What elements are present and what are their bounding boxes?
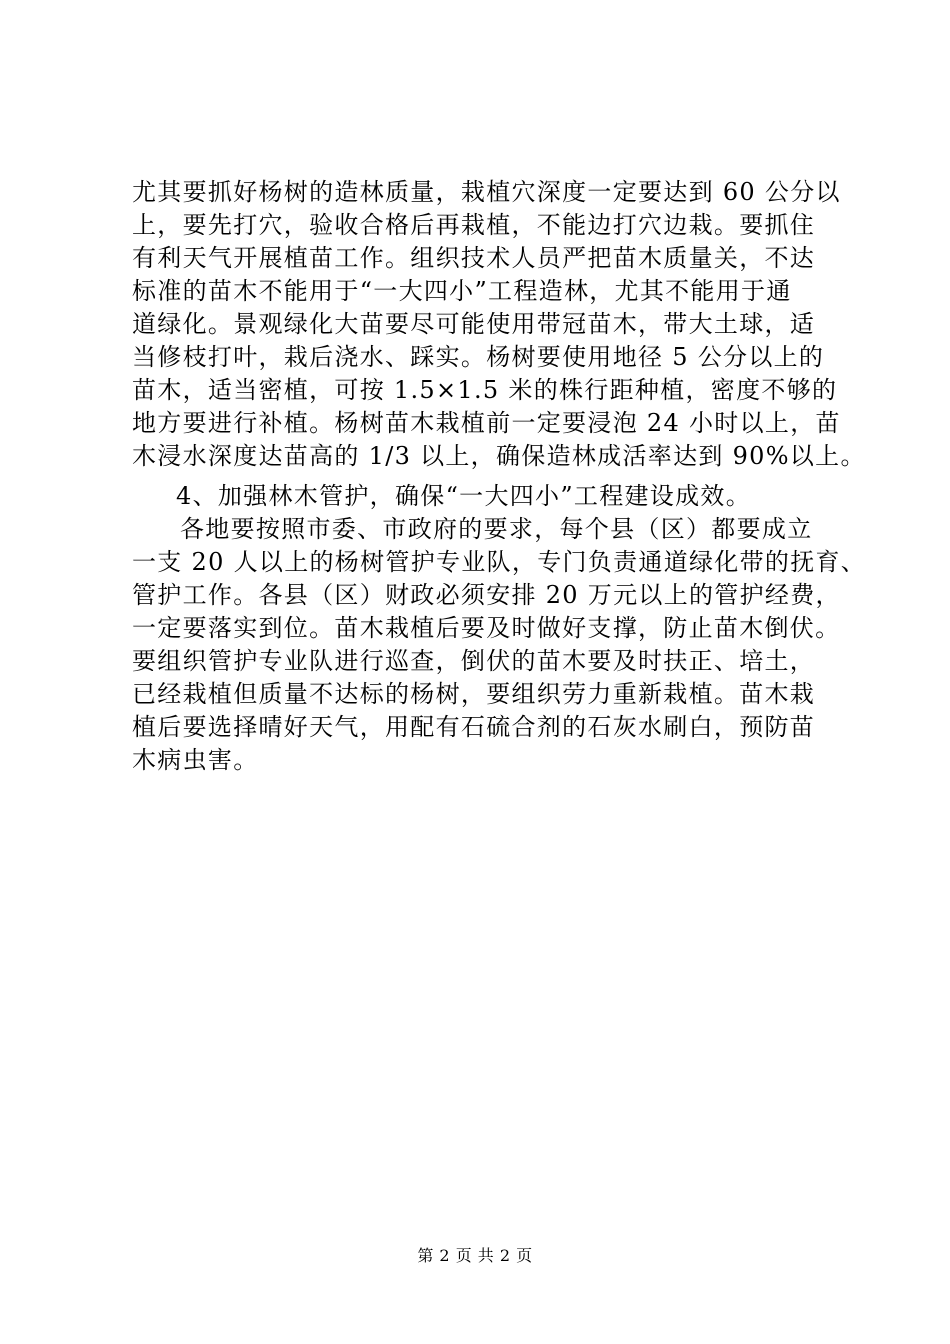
text-line: 一定要落实到位。苗木栽植后要及时做好支撑，防止苗木倒伏。 [132, 614, 841, 642]
text-line: 各地要按照市委、市政府的要求，每个县（区）都要成立 [180, 515, 813, 543]
page-footer: 第 2 页 共 2 页 [417, 1246, 533, 1265]
section-4 [132, 480, 867, 777]
text-line: 要组织管护专业队进行巡查，倒伏的苗木要及时扶正、培土， [132, 647, 816, 675]
text-line: 标准的苗木不能用于“一大四小”工程造林，尤其不能用于通 [132, 277, 792, 305]
section-heading: 4、加强林木管护，确保“一大四小”工程建设成效。 [176, 482, 752, 510]
paragraph-planting-quality [132, 176, 866, 473]
text-line: 一支 20 人以上的杨树管护专业队，专门负责通道绿化带的抚育、 [132, 548, 867, 576]
text-line: 有利天气开展植苗工作。组织技术人员严把苗木质量关，不达 [132, 244, 816, 272]
text-line: 管护工作。各县（区）财政必须安排 20 万元以上的管护经费， [132, 581, 841, 609]
text-line: 尤其要抓好杨树的造林质量，栽植穴深度一定要达到 60 公分以 [132, 178, 841, 206]
text-line: 地方要进行补植。杨树苗木栽植前一定要浸泡 24 小时以上，苗 [132, 409, 841, 437]
text-line: 木病虫害。 [132, 746, 259, 774]
text-line: 植后要选择晴好天气，用配有石硫合剂的石灰水刷白，预防苗 [132, 713, 816, 741]
text-line: 苗木，适当密植，可按 1.5×1.5 米的株行距种植，密度不够的 [132, 376, 838, 404]
text-line: 道绿化。景观绿化大苗要尽可能使用带冠苗木，带大土球，适 [132, 310, 816, 338]
text-line: 木浸水深度达苗高的 1/3 以上，确保造林成活率达到 90%以上。 [132, 442, 866, 470]
text-line: 上，要先打穴，验收合格后再栽植，不能边打穴边栽。要抓住 [132, 211, 816, 239]
text-line: 已经栽植但质量不达标的杨树，要组织劳力重新栽植。苗木栽 [132, 680, 816, 708]
text-line: 当修枝打叶，栽后浇水、踩实。杨树要使用地径 5 公分以上的 [132, 343, 825, 371]
